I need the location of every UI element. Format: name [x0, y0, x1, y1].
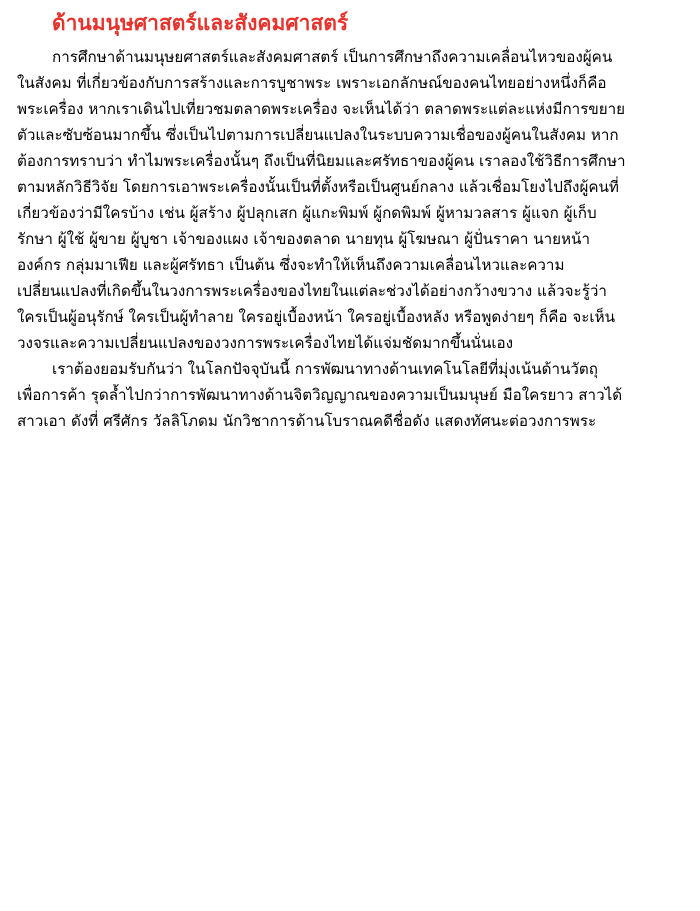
- paragraph-1-line-10: เปลี่ยนแปลงที่เกิดขึ้นในวงการพระเครื่องของไทยในแต่ละช่วงได้อย่างกว้างขวาง แล้วจะรู้ว่า: [17, 282, 607, 300]
- paragraph-1-line-1: การศึกษาด้านมนุษยศาสตร์และสังคมศาสตร์ เป็นการศึกษาถึงความเคลื่อนไหวของผู้คน: [52, 48, 613, 66]
- paragraph-2-line-2: เพื่อการค้า รุดล้ำไปกว่าการพัฒนาทางด้านจิตวิญญาณของความเป็นมนุษย์ มือใครยาว สาวได้: [17, 386, 623, 404]
- paragraph-1-line-2: ในสังคม ที่เกี่ยวข้องกับการสร้างและการบูชาพระ เพราะเอกลักษณ์ของคนไทยอย่างหนึ่งก็คือ: [17, 74, 607, 92]
- paragraph-1-line-9: องค์กร กลุ่มมาเฟีย และผู้ศรัทธา เป็นต้น ซึ่งจะทำให้เห็นถึงความเคลื่อนไหวและความ: [17, 256, 565, 274]
- paragraph-1-line-6: ตามหลักวิธีวิจัย โดยการเอาพระเครื่องนั้นเป็นที่ตั้งหรือเป็นศูนย์กลาง แล้วเชื่อมโยงไปถึงผู้คนที่: [17, 178, 619, 196]
- paragraph-1-line-5: ต้องการทราบว่า ทำไมพระเครื่องนั้นๆ ถึงเป็นที่นิยมและศรัทธาของผู้คน เราลองใช้วิธีการศึกษา: [17, 152, 626, 170]
- paragraph-1-line-8: รักษา ผู้ใช้ ผู้ขาย ผู้บูชา เจ้าของแผง เจ้าของตลาด นายทุน ผู้โฆษณา ผู้ปั่นราคา นายหน้า: [17, 230, 590, 248]
- paragraph-1-line-3: พระเครื่อง หากเราเดินไปเที่ยวชมตลาดพระเครื่อง จะเห็นได้ว่า ตลาดพระแต่ละแห่งมีการขยาย: [17, 100, 626, 118]
- section-heading: ด้านมนุษศาสตร์และสังคมศาสตร์: [52, 11, 349, 35]
- paragraph-1-line-4: ตัวและซับซ้อนมากขึ้น ซึ่งเป็นไปตามการเปลี่ยนแปลงในระบบความเชื่อของผู้คนในสังคม หาก: [17, 126, 619, 144]
- paragraph-2-line-1: เราต้องยอมรับกันว่า ในโลกปัจจุบันนี้ การพัฒนาทางด้านเทคโนโลยีที่มุ่งเน้นด้านวัตถุ: [52, 360, 598, 378]
- paragraph-2-line-3: สาวเอา ดังที่ ศรีศักร วัลลิโภดม นักวิชาการด้านโบราณคดีชื่อดัง แสดงทัศนะต่อวงการพระ: [17, 412, 597, 430]
- paragraph-1-line-11: ใครเป็นผู้อนุรักษ์ ใครเป็นผู้ทำลาย ใครอยู่เบื้องหน้า ใครอยู่เบื้องหลัง หรือพูดง่ายๆ ก็คือ จะเห็น: [17, 308, 615, 326]
- paragraph-1-line-12: วงจรและความเปลี่ยนแปลงของวงการพระเครื่องไทยได้แจ่มชัดมากขึ้นนั่นเอง: [17, 334, 514, 352]
- paragraph-1-line-7: เกี่ยวข้องว่ามีใครบ้าง เช่น ผู้สร้าง ผู้ปลุกเสก ผู้แกะพิมพ์ ผู้กดพิมพ์ ผู้หามวลสาร ผู้แจก ผู้เก็บ: [17, 204, 597, 222]
